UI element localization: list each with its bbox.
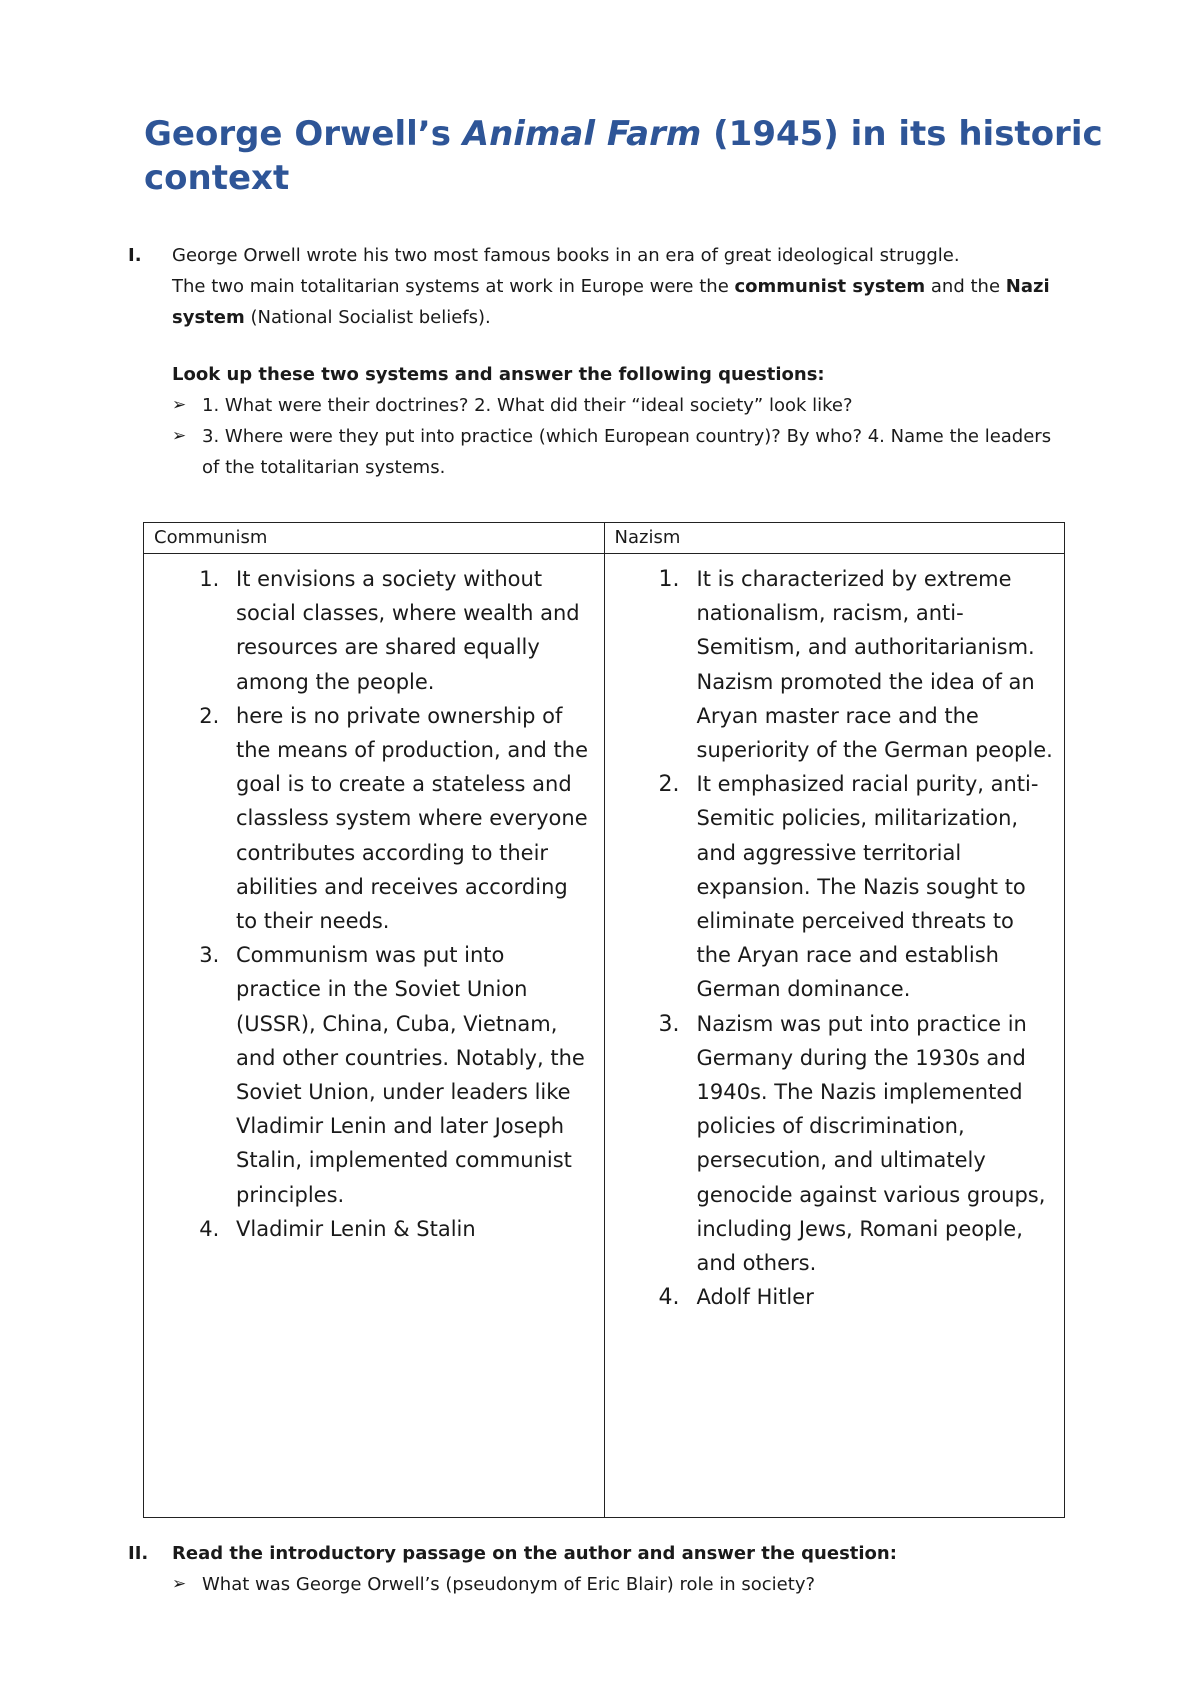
list-item: 3. Nazism was put into practice in Germany during the 1930s and 1940s. The Nazis implemented policies of discrimination, persecution, and ultimately genocide against various groups, including Jews, Romani people, and others. xyxy=(687,1007,1055,1281)
section-1-intro-line: George Orwell wrote his two most famous books in an era of great ideological struggle. xyxy=(172,245,960,266)
table-body-row xyxy=(144,554,1065,1518)
comparison-table xyxy=(143,522,1065,1518)
list-item: 4. Adolf Hitler xyxy=(687,1280,1055,1314)
question-bullet xyxy=(172,1569,1068,1600)
section-2-numeral: II. xyxy=(128,1543,149,1564)
section-1 xyxy=(128,240,1068,483)
arrow-bullet-icon: ➢ xyxy=(172,426,187,446)
list-item: 1. It envisions a society without social classes, where wealth and resources are shared equally among the people. xyxy=(226,562,594,699)
list-item: 2. here is no private ownership of the means of production, and the goal is to create a stateless and classless system where everyone contributes according to their abilities and receives according to their needs. xyxy=(226,699,594,938)
title-book-name: Animal Farm xyxy=(462,114,702,154)
arrow-bullet-icon: ➢ xyxy=(172,1574,187,1594)
communism-cell xyxy=(144,554,605,1518)
title-part-2: (1945) in its historic context xyxy=(144,114,1103,198)
question-text: 3. Where were they put into practice (which European country)? By who? 4. Name the leaders of the totalitarian systems. xyxy=(202,426,1052,478)
nazism-list xyxy=(615,562,1055,1314)
section-2-questions xyxy=(172,1569,1068,1600)
question-bullet xyxy=(172,390,1068,421)
title-part-1: George Orwell’s xyxy=(144,114,463,154)
document-title xyxy=(144,112,1104,200)
question-bullet xyxy=(172,421,1068,483)
question-text: 1. What were their doctrines? 2. What did their “ideal society” look like? xyxy=(202,395,853,416)
list-item: 1. It is characterized by extreme nationalism, racism, anti-Semitism, and authoritarianism. Nazism promoted the idea of an Aryan master race and the superiority of the German people. xyxy=(687,562,1055,767)
section-2 xyxy=(128,1538,1068,1600)
table-header-row xyxy=(144,523,1065,554)
list-item: 3. Communism was put into practice in the Soviet Union (USSR), China, Cuba, Vietnam, and other countries. Notably, the Soviet Union, under leaders like Vladimir Lenin and later Joseph Stalin, implemented communist principles. xyxy=(226,938,594,1212)
communism-list xyxy=(154,562,594,1246)
list-item: 2. It emphasized racial purity, anti-Semitic policies, militarization, and aggressive territorial expansion. The Nazis sought to eliminate perceived threats to the Aryan race and establish German dominance. xyxy=(687,767,1055,1006)
section-2-instruction: Read the introductory passage on the author and answer the question: xyxy=(172,1543,897,1564)
list-item: 4. Vladimir Lenin & Stalin xyxy=(226,1212,594,1246)
section-1-systems-line xyxy=(172,271,1068,333)
systems-line-pre: The two main totalitarian systems at work in Europe were the xyxy=(172,276,735,297)
arrow-bullet-icon: ➢ xyxy=(172,395,187,415)
nazism-cell xyxy=(604,554,1065,1518)
section-1-questions xyxy=(172,390,1068,483)
header-nazism: Nazism xyxy=(604,523,1065,554)
section-1-numeral: I. xyxy=(128,245,142,266)
systems-line-post: (National Socialist beliefs). xyxy=(244,307,491,328)
question-text: What was George Orwell’s (pseudonym of Eric Blair) role in society? xyxy=(202,1574,816,1595)
header-communism: Communism xyxy=(144,523,605,554)
nazi-system-term: Nazi system xyxy=(172,276,1050,328)
communist-system-term: communist system xyxy=(734,276,926,297)
section-1-instruction: Look up these two systems and answer the following questions: xyxy=(172,364,825,385)
systems-line-mid: and the xyxy=(925,276,1006,297)
